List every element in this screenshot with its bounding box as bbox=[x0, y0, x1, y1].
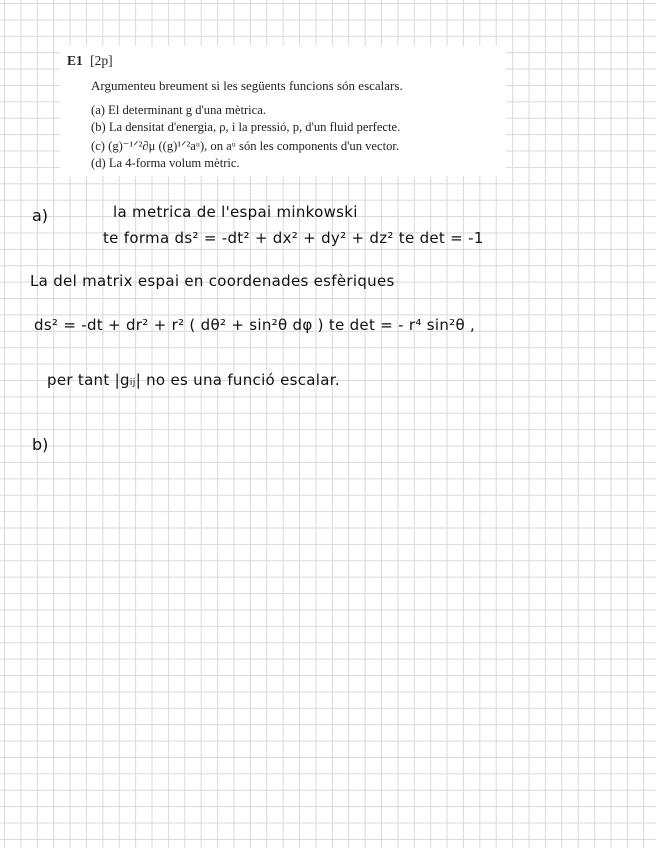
answer-line-4: ds² = -dt + dr² + r² ( dθ² + sin²θ dφ ) te det = - r⁴ sin²θ , bbox=[34, 316, 476, 334]
answer-line-5: per tant |gᵢⱼ| no es una funció escalar. bbox=[47, 371, 340, 389]
answer-line-3: La del matrix espai en coordenades esfèriques bbox=[30, 272, 395, 290]
answer-label-b: b) bbox=[32, 435, 49, 454]
problem-statement bbox=[60, 46, 506, 176]
problem-item-b: (b) La densitat d'energia, ρ, i la pressió, p, d'un fluid perfecte. bbox=[91, 120, 401, 134]
problem-item-a: (a) El determinant g d'una mètrica. bbox=[91, 103, 267, 117]
problem-item-d: (d) La 4-forma volum mètric. bbox=[91, 156, 240, 170]
problem-header bbox=[67, 53, 113, 69]
answer-line-1: la metrica de l'espai minkowski bbox=[113, 203, 358, 221]
problem-item-c: (c) (g)⁻¹ᐟ²∂μ ((g)¹ᐟ²aᵘ), on aᵘ són les components d'un vector. bbox=[91, 139, 400, 153]
problem-intro: Argumenteu breument si les següents funcions són escalars. bbox=[91, 78, 403, 93]
problem-id: E1 bbox=[67, 53, 83, 68]
answer-line-2: te forma ds² = -dt² + dx² + dy² + dz² te det = -1 bbox=[103, 229, 484, 247]
problem-points: [2p] bbox=[90, 53, 113, 68]
answer-label-a: a) bbox=[32, 206, 49, 225]
